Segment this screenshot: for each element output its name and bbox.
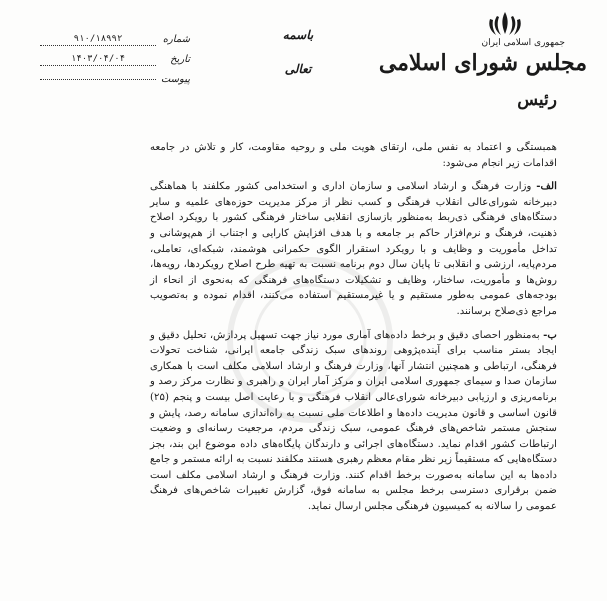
date-value: ۱۴۰۳/۰۴/۰۴ <box>40 53 156 66</box>
bismillah <box>270 18 326 76</box>
date-label: تاریخ <box>170 53 190 65</box>
intro-paragraph: همبستگی و اعتماد به نفس ملی، ارتقای هویت ملی و روحیه مقاومت، کار و تلاش در جامعه اقدامات زیر انجام می‌شود: <box>150 142 557 169</box>
clause-b-lead: ب- <box>543 328 557 341</box>
bismillah-text: باسمه تعالی <box>282 28 314 76</box>
number-label: شماره <box>162 33 190 45</box>
number-row <box>40 30 190 48</box>
organization-name: مجلس شورای اسلامی <box>378 50 587 76</box>
clause-a-text: وزارت فرهنگ و ارشاد اسلامی و سازمان اداری و استخدامی کشور مکلفند با هماهنگی دبیرخانه شورای‌عالی انقلاب فرهنگی و کسب نظر از مرکز مدیریت حوزه‌های علمیه و سایر دستگاه‌های فرهنگی ذی‌ربط به‌منظور بازسازی انقلابی ساختار فرهنگی کشور با رویکرد اصلاح ذهنیت، فرهنگ و نرم‌افزار حاکم بر جامعه و با هدف افزایش کارایی و اجتناب از هم‌پوشانی و تداخل مأموریت و وظایف و با رویکرد استقرار الگوی حکمرانی هوشمند، شبکه‌ای، تعاملی، مردم‌پایه، ارزشی و انقلابی تا پایان سال دوم برنامه نسبت به تهیه طرح اصلاح رویکردها، رویه‌ها، روش‌ها و مأموریت، ساختار، وظایف و تشکیلات دستگاه‌های فرهنگی که به‌نحوی از انحاء از بودجه‌های عمومی به‌طور مستقیم و یا غیرمستقیم استفاده می‌کنند، اقدام نموده و به‌تصویب مراجع ذی‌صلاح برسانند. <box>150 181 557 317</box>
letter-metadata <box>40 30 190 90</box>
clause-a-lead: الف- <box>536 180 557 193</box>
office-title: رئیس <box>517 90 557 110</box>
attachment-row <box>40 70 190 88</box>
letterhead <box>377 38 587 113</box>
number-value: ۹۱۰/۱۸۹۹۲ <box>40 33 156 46</box>
date-row <box>40 50 190 68</box>
attachment-label: پیوست <box>160 73 190 85</box>
emblem-icon <box>485 10 525 38</box>
letter-body <box>150 140 557 515</box>
clause-b <box>150 328 557 515</box>
attachment-value <box>40 79 156 80</box>
clause-a <box>150 179 557 319</box>
logo-caption: جمهوری اسلامی ایران <box>481 38 565 48</box>
clause-b-text: به‌منظور احصای دقیق و برخط داده‌های آماری مورد نیاز جهت تسهیل پردازش، تحلیل دقیق و ایجاد بستر مناسب برای آینده‌پژوهی روندهای سبک زندگی جامعه ایرانی، شناخت تحولات فرهنگی، ارتباطی و همچنین انتشار آنها، وزارت فرهنگ و ارشاد اسلامی مکلف است با همکاری سازمان صدا و سیمای جمهوری اسلامی ایران و مرکز آمار ایران و راهبری و نظارت مرکز رصد و برنامه‌ریزی و ارزیابی دبیرخانه شورای‌عالی انقلاب فرهنگی و با رعایت اصل بیست و پنجم (۲۵) قانون اساسی و قانون مدیریت داده‌ها و اطلاعات ملی نسبت به راه‌اندازی سامانه رصد، پایش و سنجش مستمر شاخص‌های فرهنگ عمومی، سبک زندگی مردم، مرجعیت رسانه‌ای و وضعیت ارتباطات کشور اقدام نماید. دستگاه‌های اجرائی و دارندگان پایگاه‌های داده موضوع این بند، بجز دستگاه‌هایی که مستقیماً زیر نظر مقام معظم رهبری هستند مکلفند نسبت به ارائه مستمر و جامع داده‌ها به این سامانه به‌صورت برخط اقدام کنند. وزارت فرهنگ و ارشاد اسلامی مکلف است ضمن برقراری دسترسی برخط مجلس به سامانه فوق، گزارش تغییرات شاخص‌های فرهنگ عمومی را سالانه به کمیسیون فرهنگی مجلس ارسال نماید. <box>150 329 557 513</box>
